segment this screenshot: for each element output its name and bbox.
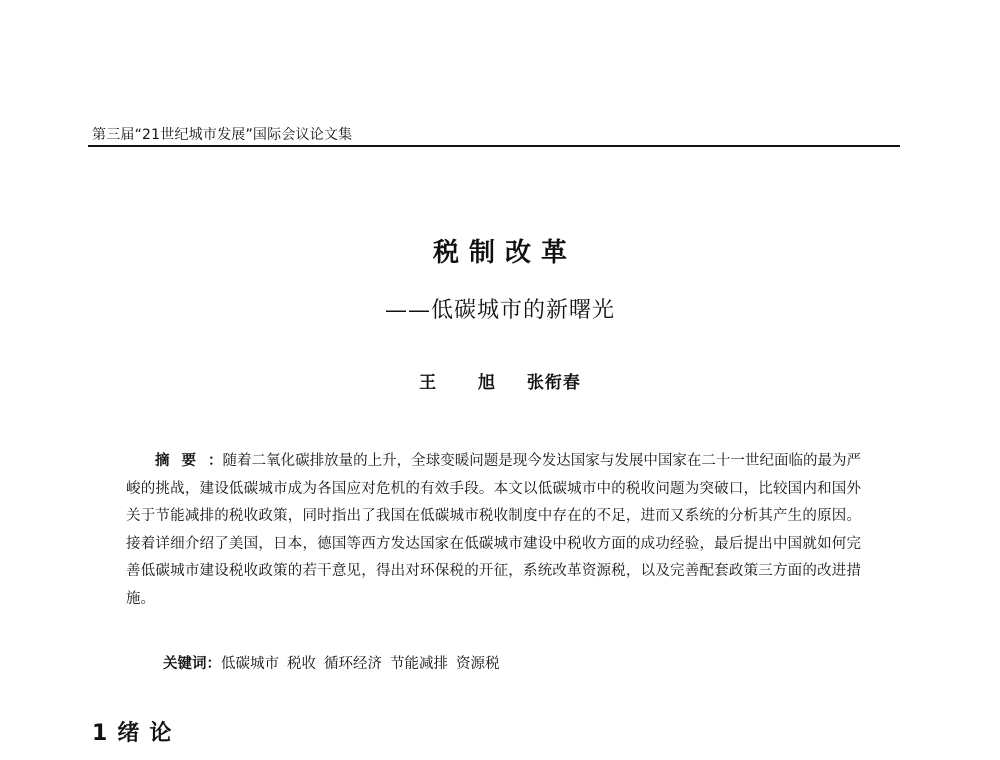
abstract-label: 摘要 — [155, 452, 209, 469]
author-name: 张衔春 — [526, 373, 581, 393]
section-heading — [92, 716, 181, 747]
keyword-term: 资源税 — [456, 656, 500, 672]
section-number: 1 — [92, 721, 108, 746]
paper-title: 税制改革 — [432, 238, 577, 268]
abstract-text: 随着二氧化碳排放量的上升，全球变暖问题是现今发达国家与发展中国家在二十一世纪面临的最为严峻的挑战，建设低碳城市成为各国应对危机的有效手段。本文以低碳城市中的税收问题为突破口，比较国内和国外关于节能减排的税收政策，同时指出了我国在低碳城市税收制度中存在的不足，进而又系统的分析其产生的原因。接着详细介绍了美国，日本，德国等西方发达国家在低碳城市建设中税收方面的成功经验，最后提出中国就如何完善低碳城市建设税收政策的若干意见，得出对环保税的开征，系统改革资源税，以及完善配套政策三方面的改进措施。 — [126, 453, 862, 607]
running-header: 第三届“21世纪城市发展”国际会议论文集 — [92, 127, 353, 143]
paper-subtitle: ——低碳城市的新曙光 — [384, 298, 615, 323]
keywords-label: 关键词： — [163, 656, 221, 672]
abstract — [126, 447, 861, 613]
header-rule — [88, 145, 900, 147]
author-name: 王 旭 — [419, 373, 513, 393]
keyword-term: 低碳城市 — [221, 656, 279, 672]
keyword-term: 税收 — [287, 656, 316, 672]
abstract-label-colon: ： — [208, 452, 223, 469]
keywords — [163, 651, 508, 678]
keyword-term: 节能减排 — [390, 656, 448, 672]
section-title: 绪论 — [117, 721, 182, 746]
author-line — [0, 368, 1000, 393]
keyword-term: 循环经济 — [324, 656, 382, 672]
